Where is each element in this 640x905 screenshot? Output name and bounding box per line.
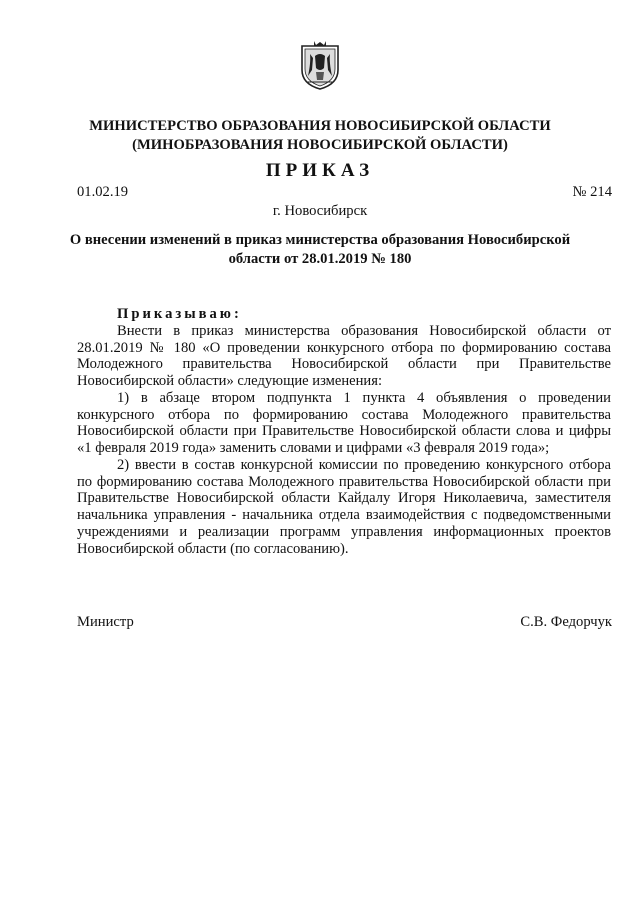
- document-number: № 214: [572, 184, 612, 200]
- body-paragraph-item-2: 2) ввести в состав конкурсной комиссии по проведению конкурсного отбора по формированию состава Молодежного правительства Новосибирской области при Правительстве Новосибирской области Кайдалу Игоря Николаевича, заместителя начальника управления - начальника отдела взаимодействия с подведомственными учреждениями и реализации программ управления информационных проектов Новосибирской области (по согласованию).: [77, 456, 611, 557]
- ministry-name-line2: (МИНОБРАЗОВАНИЯ НОВОСИБИРСКОЙ ОБЛАСТИ): [132, 137, 508, 153]
- subject-line2: области от 28.01.2019 № 180: [228, 250, 412, 267]
- body-paragraph-intro: Внести в приказ министерства образования Новосибирской области от 28.01.2019 № 180 «О проведении конкурсного отбора по формированию состава Молодежного правительства Новосибирской области при Правительстве Новосибирской области» следующие изменения:: [77, 322, 611, 389]
- document-city: г. Новосибирск: [272, 203, 368, 219]
- subject-line1: О внесении изменений в приказ министерства образования Новосибирской: [69, 232, 571, 248]
- document-body: [77, 306, 611, 557]
- signatory-position: Министр: [77, 614, 134, 630]
- coat-of-arms-icon: [299, 40, 341, 90]
- document-date: 01.02.19: [77, 184, 129, 200]
- signatory-name: С.В. Федорчук: [520, 614, 612, 630]
- ministry-name: [60, 117, 580, 155]
- document-subject: [60, 231, 580, 268]
- order-heading: Приказываю:: [117, 306, 242, 322]
- document-type-title: ПРИКАЗ: [265, 160, 375, 181]
- body-paragraph-item-1: 1) в абзаце втором подпункта 1 пункта 4 объявления о проведении конкурсного отбора по формированию состава Молодежного правительства Новосибирской области при Правительстве Новосибирской области слова и цифры «1 февраля 2019 года» заменить словами и цифрами «3 февраля 2019 года»;: [77, 389, 611, 456]
- ministry-name-line1: МИНИСТЕРСТВО ОБРАЗОВАНИЯ НОВОСИБИРСКОЙ ОБЛАСТИ: [89, 118, 551, 134]
